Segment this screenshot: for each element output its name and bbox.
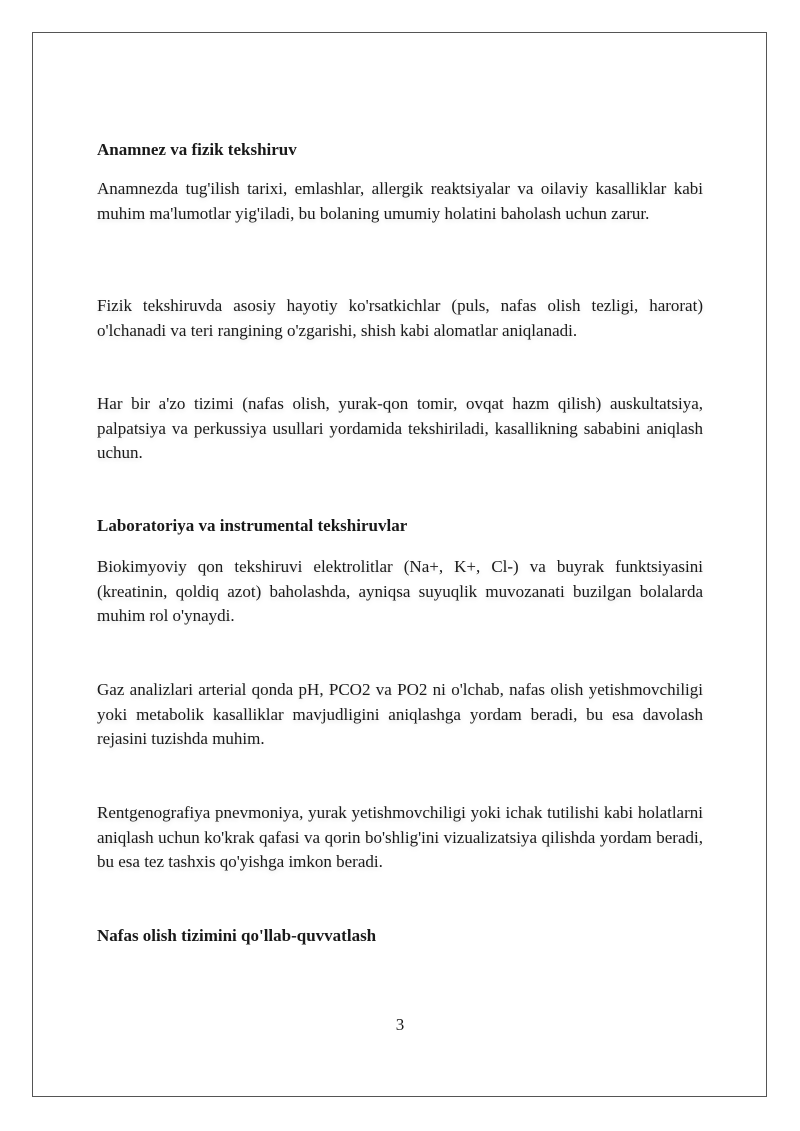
paragraph-laboratoriya-2: Gaz analizlari arterial qonda pH, PCO2 va PO2 ni o'lchab, nafas olish yetishmovchiligi yoki metabolik kasalliklar mavjudligini aniqlashga yordam beradi, bu esa davolash rejasini tuzishda muhim. <box>97 680 703 748</box>
paragraph-anamnez-2: Fizik tekshiruvda asosiy hayotiy ko'rsatkichlar (puls, nafas olish tezligi, harorat) o'lchanadi va teri rangining o'zgarishi, shish kabi alomatlar aniqlanadi. <box>97 296 703 340</box>
paragraph-laboratoriya-1: Biokimyoviy qon tekshiruvi elektrolitlar (Na+, K+, Cl-) va buyrak funktsiyasini (kreatinin, qoldiq azot) baholashda, ayniqsa suyuqlik muvozanati buzilgan bolalarda muhim rol o'ynaydi. <box>97 557 703 625</box>
paragraph-anamnez-3: Har bir a'zo tizimi (nafas olish, yurak-qon tomir, ovqat hazm qilish) auskultatsiya, palpatsiya va perkussiya usullari yordamida tekshiriladi, kasallikning sababini aniqlash uchun. <box>97 394 703 462</box>
section-heading-nafas: Nafas olish tizimini qo'llab-quvvatlash <box>97 926 377 945</box>
section-heading-anamnez: Anamnez va fizik tekshiruv <box>97 140 297 159</box>
paragraph-laboratoriya-3: Rentgenografiya pnevmoniya, yurak yetishmovchiligi yoki ichak tutilishi kabi holatlarni aniqlash uchun ko'krak qafasi va qorin bo'shlig'ini vizualizatsiya qilishda yordam beradi, bu esa tez tashxis qo'yishga imkon beradi. <box>97 803 703 871</box>
section-heading-laboratoriya: Laboratoriya va instrumental tekshiruvlar <box>97 516 408 535</box>
page-number: 3 <box>395 1015 405 1034</box>
paragraph-anamnez-1: Anamnezda tug'ilish tarixi, emlashlar, allergik reaktsiyalar va oilaviy kasalliklar kabi muhim ma'lumotlar yig'iladi, bu bolaning umumiy holatini baholash uchun zarur. <box>97 179 703 223</box>
